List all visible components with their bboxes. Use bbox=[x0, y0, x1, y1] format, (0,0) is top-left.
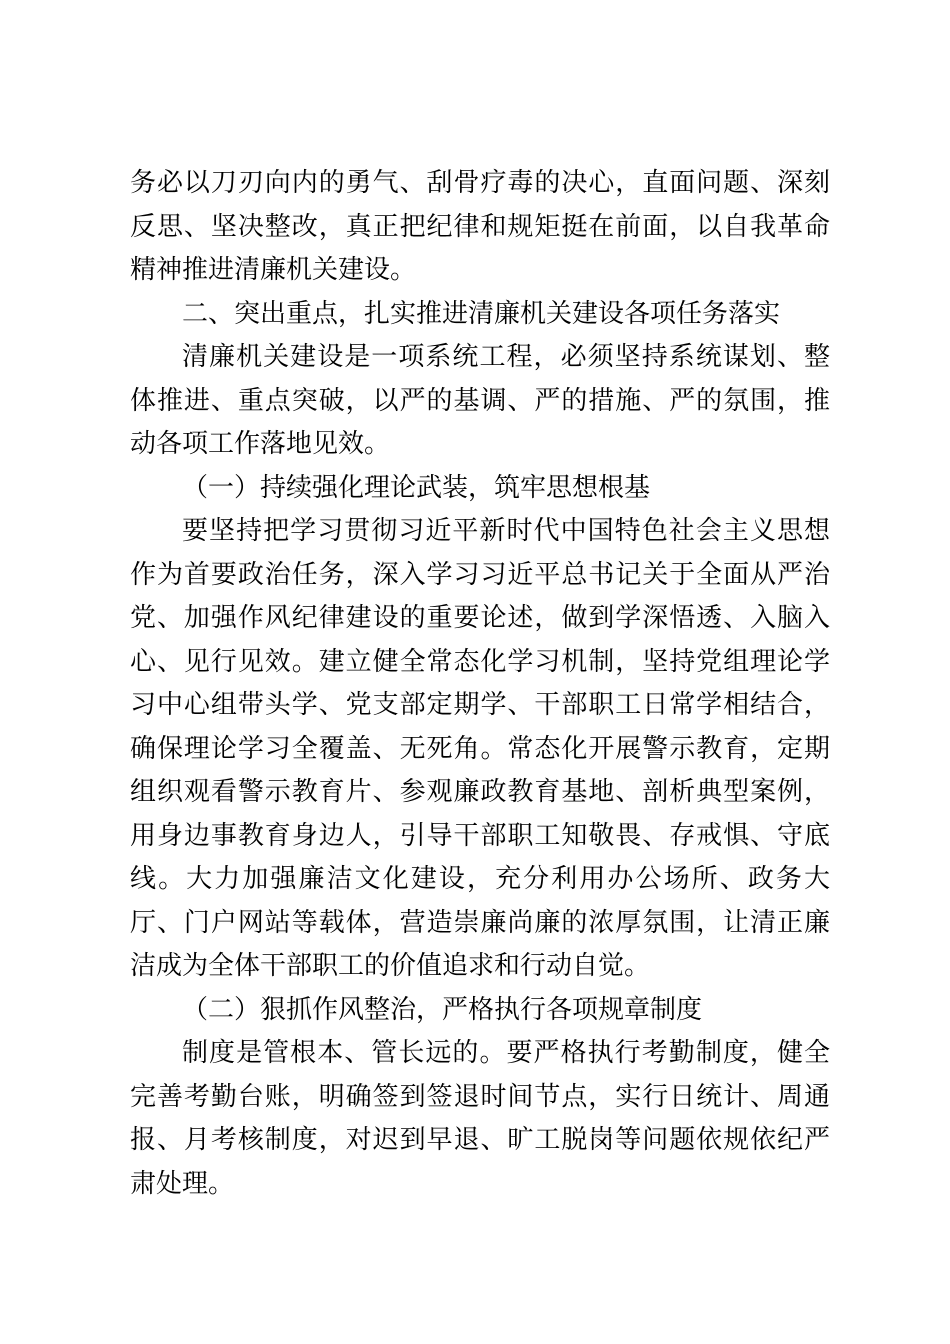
document-body bbox=[130, 162, 830, 1206]
subsection-heading: （二）狠抓作风整治，严格执行各项规章制度 bbox=[182, 994, 703, 1025]
paragraph-body: 制度是管根本、管长远的。要严格执行考勤制度，健全完善考勤台账，明确签到签退时间节点，实行日统计、周通报、月考核制度，对迟到早退、旷工脱岗等问题依规依纪严肃处理。 bbox=[130, 1038, 830, 1199]
subsection-heading: （一）持续强化理论武装，筑牢思想根基 bbox=[182, 472, 651, 503]
section-heading: 二、突出重点，扎实推进清廉机关建设各项任务落实 bbox=[182, 298, 781, 329]
paragraph-continuation: 务必以刀刃向内的勇气、刮骨疗毒的决心，直面问题、深刻反思、坚决整改，真正把纪律和规矩挺在前面，以自我革命精神推进清廉机关建设。 bbox=[130, 168, 830, 285]
paragraph-body: 清廉机关建设是一项系统工程，必须坚持系统谋划、整体推进、重点突破，以严的基调、严的措施、严的氛围，推动各项工作落地见效。 bbox=[130, 342, 830, 459]
paragraph-body: 要坚持把学习贯彻习近平新时代中国特色社会主义思想作为首要政治任务，深入学习习近平总书记关于全面从严治党、加强作风纪律建设的重要论述，做到学深悟透、入脑入心、见行见效。建立健全常态化学习机制，坚持党组理论学习中心组带头学、党支部定期学、干部职工日常学相结合，确保理论学习全覆盖、无死角。常态化开展警示教育，定期组织观看警示教育片、参观廉政教育基地、剖析典型案例，用身边事教育身边人，引导干部职工知敬畏、存戒惧、守底线。大力加强廉洁文化建设，充分利用办公场所、政务大厅、门户网站等载体，营造崇廉尚廉的浓厚氛围，让清正廉洁成为全体干部职工的价值追求和行动自觉。 bbox=[130, 516, 830, 981]
